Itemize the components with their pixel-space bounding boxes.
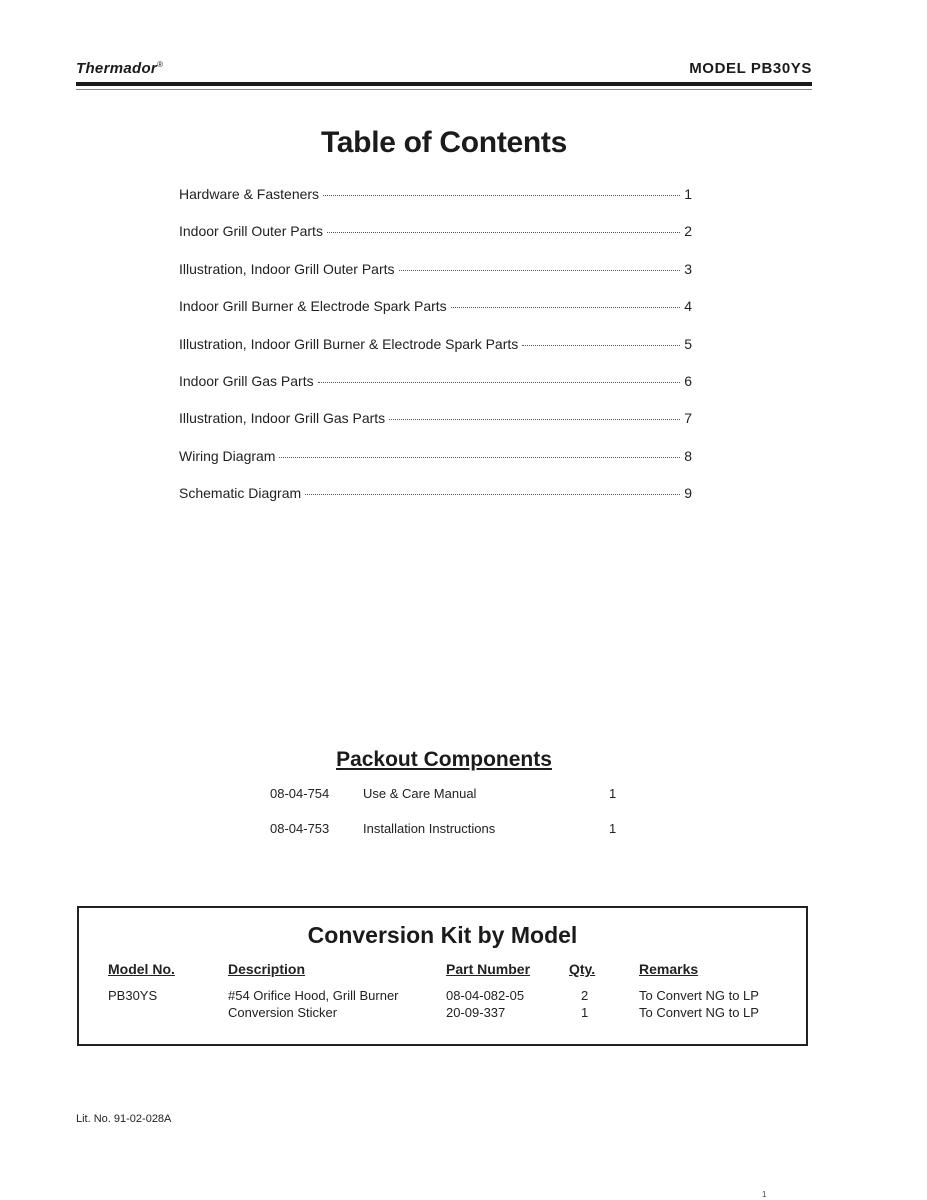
packout-description: Use & Care Manual: [363, 786, 477, 801]
packout-part-number: 08-04-753: [270, 821, 330, 836]
packout-row: [270, 786, 630, 806]
toc-entry-page: 8: [684, 447, 692, 464]
toc-entry: [179, 261, 692, 298]
cell-description: #54 Orifice Hood, Grill Burner: [228, 988, 399, 1003]
cell-remarks: To Convert NG to LP: [639, 988, 759, 1003]
toc-entry-label: Illustration, Indoor Grill Gas Parts: [179, 410, 386, 427]
packout-row: [270, 821, 630, 841]
toc-entry-label: Wiring Diagram: [179, 447, 276, 464]
toc-leader: [389, 419, 680, 420]
toc-entry-page: 6: [684, 372, 692, 389]
cell-remarks: To Convert NG to LP: [639, 1005, 759, 1020]
cell-part-number: 20-09-337: [446, 1005, 506, 1020]
toc-entry-page: 3: [684, 260, 692, 277]
conversion-kit-title: Conversion Kit by Model: [307, 922, 578, 948]
toc-entry: [179, 373, 692, 410]
cell-qty: 1: [581, 1005, 589, 1020]
header-rule: [76, 82, 812, 86]
packout-qty: 1: [609, 821, 617, 836]
toc-entry: [179, 336, 692, 373]
toc-leader: [522, 345, 680, 346]
toc-entry-page: 2: [684, 223, 692, 240]
brand-logo: Thermador®: [76, 60, 164, 77]
toc-entry-label: Hardware & Fasteners: [179, 186, 320, 202]
toc-entry-page: 1: [684, 186, 692, 202]
cell-description: Conversion Sticker: [228, 1005, 338, 1020]
toc-leader: [279, 457, 680, 458]
toc-leader: [327, 232, 680, 233]
packout-description: Installation Instructions: [363, 821, 496, 836]
packout-qty: 1: [609, 786, 617, 801]
header-remarks: Remarks: [639, 961, 699, 977]
toc-entry: [179, 223, 692, 260]
header-description: Description: [228, 961, 306, 977]
toc-entry-label: Schematic Diagram: [179, 485, 302, 502]
header-rule-thin: [76, 89, 812, 90]
toc-entry-page: 4: [684, 298, 692, 315]
toc-entry-label: Illustration, Indoor Grill Burner & Electrode Spark Parts: [179, 335, 519, 352]
toc-entry: [179, 298, 692, 335]
toc-title: Table of Contents: [320, 126, 567, 159]
toc-leader: [318, 382, 681, 383]
toc-leader: [399, 270, 681, 271]
toc-entry: [179, 448, 692, 485]
literature-number: Lit. No. 91-02-028A: [76, 1113, 172, 1125]
toc-entry-label: Indoor Grill Burner & Electrode Spark Parts: [179, 298, 447, 315]
cell-model: PB30YS: [108, 988, 158, 1003]
toc-entry: [179, 485, 692, 522]
cell-qty: 2: [581, 988, 589, 1003]
toc-entry-label: Illustration, Indoor Grill Outer Parts: [179, 260, 395, 277]
cell-part-number: 08-04-082-05: [446, 988, 525, 1003]
packout-title: Packout Components: [336, 748, 552, 771]
toc-leader: [451, 307, 681, 308]
toc-leader: [305, 494, 680, 495]
model-number: MODEL PB30YS: [689, 60, 812, 77]
conversion-kit-table: [77, 906, 808, 1046]
packout-part-number: 08-04-754: [270, 786, 330, 801]
toc-entry-page: 5: [684, 335, 692, 352]
header-part-number: Part Number: [446, 961, 531, 977]
toc-leader: [323, 195, 680, 196]
toc-entry-label: Indoor Grill Gas Parts: [179, 372, 314, 389]
page-header: [76, 60, 812, 84]
toc-entry: [179, 186, 692, 223]
page-mark: 1: [762, 1190, 767, 1199]
toc-list: [179, 186, 692, 523]
header-qty: Qty.: [569, 961, 596, 977]
header-model-no: Model No.: [108, 961, 175, 977]
toc-entry-page: 7: [684, 410, 692, 427]
toc-entry-page: 9: [684, 485, 692, 502]
toc-entry-label: Indoor Grill Outer Parts: [179, 223, 323, 240]
toc-entry: [179, 410, 692, 447]
